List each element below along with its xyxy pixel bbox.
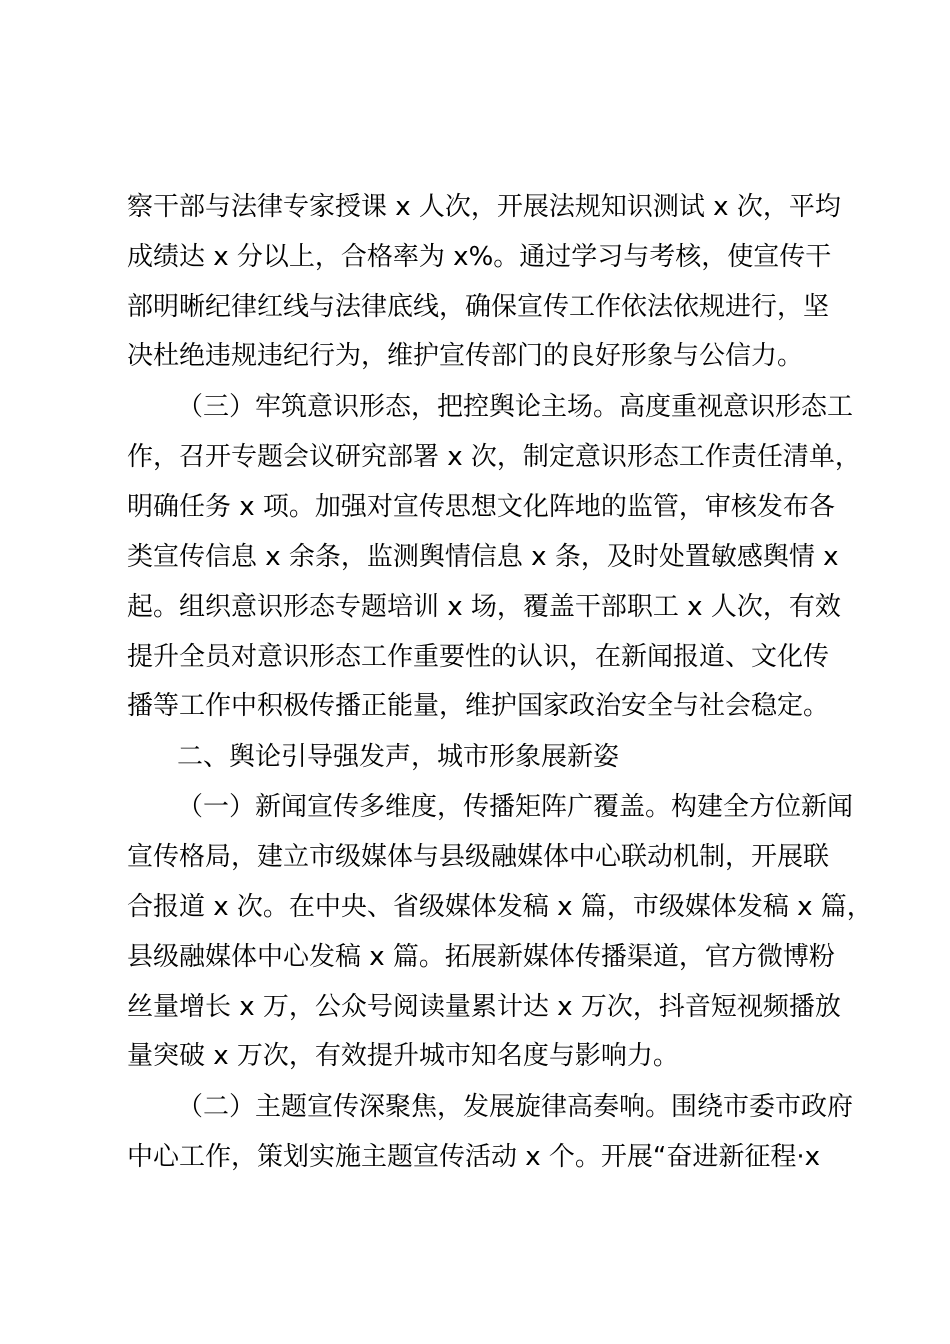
paragraph-line: 合报道 x 次。在中央、省级媒体发稿 x 篇，市级媒体发稿 x 篇， [127,892,873,922]
paragraph-line: 提升全员对意识形态工作重要性的认识，在新闻报道、文化传 [127,642,830,672]
paragraph-line: 成绩达 x 分以上，合格率为 x%。通过学习与考核，使宣传干 [127,242,832,272]
paragraph-line: 作，召开专题会议研究部署 x 次，制定意识形态工作责任清单， [127,442,861,472]
section-heading-1: （一）新闻宣传多维度，传播矩阵广覆盖。构建全方位新闻 [177,792,854,822]
paragraph-line: 起。组织意识形态专题培训 x 场，覆盖干部职工 x 人次，有效 [127,592,841,622]
paragraph-line: 明确任务 x 项。加强对宣传思想文化阵地的监管，审核发布各 [127,492,835,522]
paragraph-line: 量突破 x 万次，有效提升城市知名度与影响力。 [127,1041,679,1071]
paragraph-line: 播等工作中积极传播正能量，维护国家政治安全与社会稳定。 [127,691,830,721]
section-heading-2: （二）主题宣传深聚焦，发展旋律高奏响。围绕市委市政府 [177,1092,854,1122]
paragraph-line: 类宣传信息 x 余条，监测舆情信息 x 条，及时处置敏感舆情 x [127,542,839,572]
section-heading-3: （三）牢筑意识形态，把控舆论主场。高度重视意识形态工 [177,392,854,422]
paragraph-line: 中心工作，策划实施主题宣传活动 x 个。开展“奋进新征程·x [127,1142,821,1172]
paragraph-line: 丝量增长 x 万，公众号阅读量累计达 x 万次，抖音短视频播放 [127,992,841,1022]
paragraph-line: 察干部与法律专家授课 x 人次，开展法规知识测试 x 次，平均 [127,192,841,222]
paragraph-line: 部明晰纪律红线与法律底线，确保宣传工作依法依规进行，坚 [127,292,830,322]
paragraph-line: 宣传格局，建立市级媒体与县级融媒体中心联动机制，开展联 [127,842,830,872]
section-title-2: 二、舆论引导强发声，城市形象展新姿 [177,742,620,772]
paragraph-line: 决杜绝违规违纪行为，维护宣传部门的良好形象与公信力。 [127,341,804,371]
paragraph-line: 县级融媒体中心发稿 x 篇。拓展新媒体传播渠道，官方微博粉 [127,942,835,972]
